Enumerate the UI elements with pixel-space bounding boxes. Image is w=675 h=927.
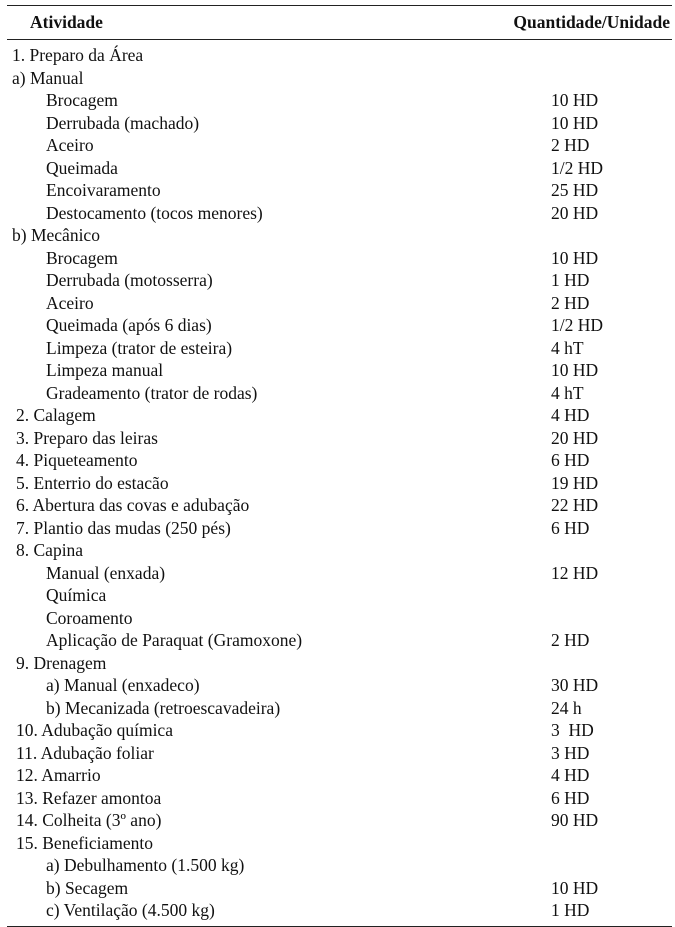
table-row — [7, 382, 672, 405]
header-activity: Atividade — [30, 12, 103, 32]
activity-label: Destocamento (tocos menores) — [46, 202, 263, 223]
table-row — [7, 809, 672, 832]
table-row — [7, 719, 672, 742]
activity-label: b) Mecânico — [12, 225, 100, 245]
activity-label: Aplicação de Paraquat (Gramoxone) — [46, 630, 303, 650]
table-row — [7, 674, 672, 697]
activity-label: b) Secagem — [46, 877, 129, 898]
activity-label: Derrubada (machado) — [46, 112, 200, 133]
activity-label: 13. Refazer amontoa — [16, 787, 162, 808]
table-row — [7, 112, 672, 135]
table-row — [7, 67, 672, 90]
table-row — [7, 292, 672, 315]
header-quantity: Quantidade/Unidade — [513, 12, 670, 32]
quantity-value: 6 HD — [551, 787, 590, 808]
quantity-value: 2 HD — [551, 135, 590, 155]
table-row — [7, 359, 672, 382]
quantity-value: 10 HD — [551, 360, 599, 380]
activity-label: 9. Drenagem — [16, 652, 107, 673]
activity-label: 10. Adubação química — [16, 720, 173, 740]
activity-label: Brocagem — [46, 90, 118, 110]
table-row — [7, 224, 672, 247]
bottom-rule — [7, 926, 672, 927]
quantity-value: 24 h — [551, 697, 582, 718]
table-row — [7, 697, 672, 720]
table-row — [7, 179, 672, 202]
activity-label: 5. Enterrio do estacão — [16, 472, 169, 493]
table-row — [7, 202, 672, 225]
table-row — [7, 877, 672, 900]
table-row — [7, 742, 672, 765]
activity-label: Manual (enxada) — [46, 562, 166, 583]
activity-label: a) Debulhamento (1.500 kg) — [46, 855, 245, 875]
activity-label: Aceiro — [46, 135, 94, 155]
table-row — [7, 157, 672, 180]
activity-label: Limpeza (trator de esteira) — [46, 337, 233, 358]
activity-label: Química — [46, 585, 107, 605]
activity-label: Gradeamento (trator de rodas) — [46, 382, 258, 403]
quantity-value: 1/2 HD — [551, 315, 604, 335]
table-row — [7, 134, 672, 157]
activity-table — [7, 5, 672, 927]
activity-label: 4. Piqueteamento — [16, 450, 138, 470]
quantity-value: 10 HD — [551, 247, 599, 268]
activity-label: 3. Preparo das leiras — [16, 427, 158, 448]
activity-label: a) Manual (enxadeco) — [46, 675, 200, 695]
table-header — [7, 6, 672, 39]
quantity-value: 4 HD — [551, 405, 590, 425]
table-row — [7, 584, 672, 607]
activity-label: Derrubada (motosserra) — [46, 270, 213, 290]
quantity-value: 90 HD — [551, 810, 599, 830]
table-row — [7, 427, 672, 450]
table-row — [7, 44, 672, 67]
activity-label: Coroamento — [46, 607, 133, 628]
activity-label: 14. Colheita (3º ano) — [16, 810, 162, 830]
quantity-value: 3 HD — [551, 742, 590, 763]
quantity-value: 22 HD — [551, 495, 599, 515]
activity-label: Queimada (após 6 dias) — [46, 315, 212, 335]
quantity-value: 6 HD — [551, 517, 590, 538]
table-row — [7, 404, 672, 427]
activity-label: b) Mecanizada (retroescavadeira) — [46, 697, 281, 718]
table-row — [7, 764, 672, 787]
table-row — [7, 449, 672, 472]
quantity-value: 10 HD — [551, 112, 599, 133]
quantity-value: 1 HD — [551, 270, 590, 290]
quantity-value: 1 HD — [551, 900, 590, 920]
table-row — [7, 652, 672, 675]
quantity-value: 6 HD — [551, 450, 590, 470]
table-row — [7, 89, 672, 112]
table-row — [7, 472, 672, 495]
quantity-value: 4 hT — [551, 337, 584, 358]
quantity-value: 1/2 HD — [551, 157, 604, 178]
activity-label: a) Manual — [12, 67, 84, 88]
table-row — [7, 832, 672, 855]
activity-label: 6. Abertura das covas e adubação — [16, 495, 250, 515]
quantity-value: 4 hT — [551, 382, 584, 403]
activity-label: 7. Plantio das mudas (250 pés) — [16, 517, 231, 538]
quantity-value: 2 HD — [551, 630, 590, 650]
table-row — [7, 899, 672, 922]
table-row — [7, 494, 672, 517]
activity-label: 12. Amarrio — [16, 765, 101, 785]
activity-label: Queimada — [46, 157, 118, 178]
activity-label: 2. Calagem — [16, 405, 96, 425]
quantity-value: 25 HD — [551, 180, 599, 200]
quantity-value: 20 HD — [551, 202, 599, 223]
quantity-value: 30 HD — [551, 675, 599, 695]
activity-label: Aceiro — [46, 292, 94, 313]
table-row — [7, 314, 672, 337]
activity-label: Encoivaramento — [46, 180, 161, 200]
quantity-value: 20 HD — [551, 427, 599, 448]
activity-label: c) Ventilação (4.500 kg) — [46, 900, 215, 920]
table-row — [7, 517, 672, 540]
table-body — [7, 40, 672, 926]
activity-label: 11. Adubação foliar — [16, 742, 154, 763]
table-row — [7, 629, 672, 652]
quantity-value: 3 HD — [551, 720, 594, 740]
activity-label: 1. Preparo da Área — [12, 45, 144, 65]
activity-label: 8. Capina — [16, 540, 84, 560]
quantity-value: 4 HD — [551, 765, 590, 785]
quantity-value: 10 HD — [551, 90, 599, 110]
table-row — [7, 607, 672, 630]
table-row — [7, 269, 672, 292]
quantity-value: 19 HD — [551, 472, 599, 493]
activity-label: 15. Beneficiamento — [16, 832, 154, 853]
table-row — [7, 787, 672, 810]
quantity-value: 12 HD — [551, 562, 599, 583]
activity-label: Limpeza manual — [46, 360, 164, 380]
quantity-value: 10 HD — [551, 877, 599, 898]
table-row — [7, 337, 672, 360]
table-row — [7, 539, 672, 562]
quantity-value: 2 HD — [551, 292, 590, 313]
table-row — [7, 854, 672, 877]
table-row — [7, 247, 672, 270]
activity-label: Brocagem — [46, 247, 118, 268]
table-row — [7, 562, 672, 585]
